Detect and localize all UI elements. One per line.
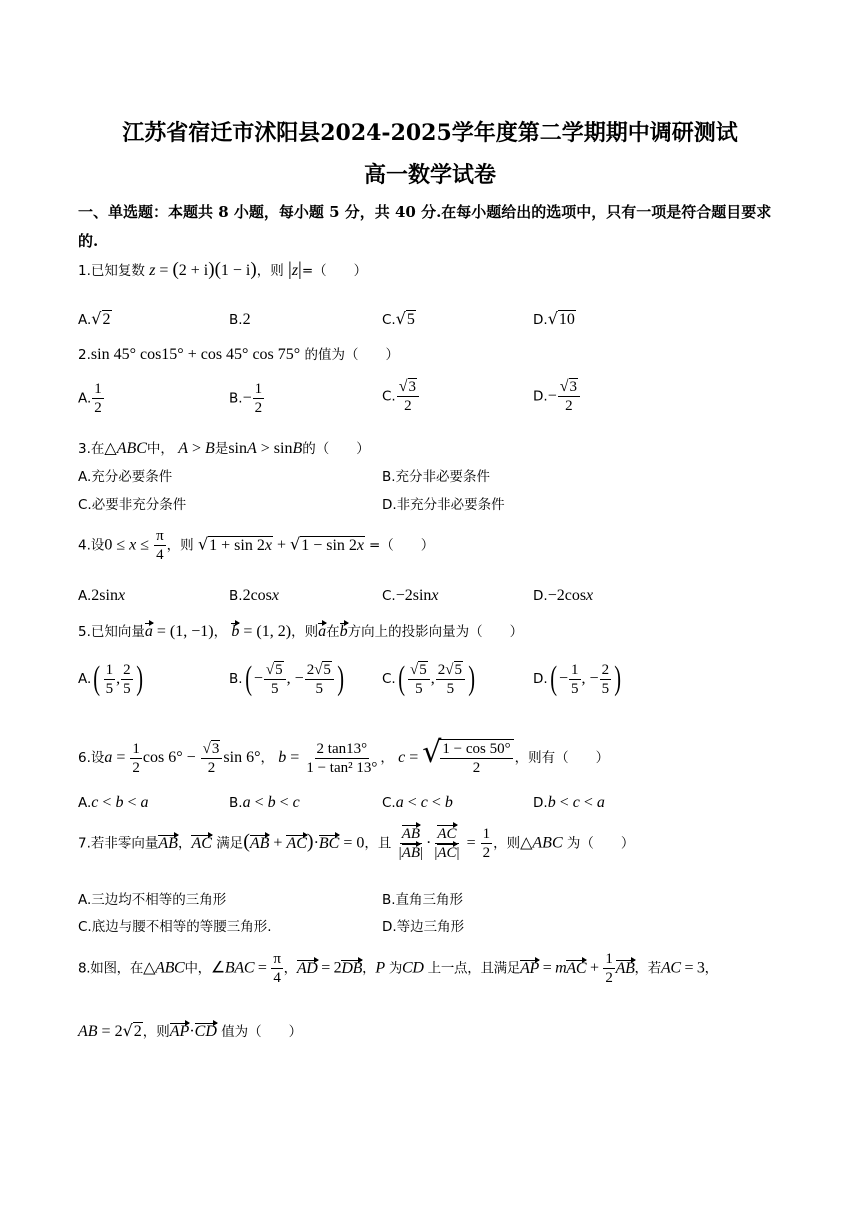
question-8: 8.如图，在△ABC中，∠BAC = $\frac{\pi}{4}$ ，AD = 2DB，P 为CD 上一点，且满足AP = mAC + $\frac{1}{2}$ AB，若AC = 3，: [78, 951, 718, 986]
q6-option-a: A.c < b < a: [78, 794, 149, 811]
q1-label: 1.已知复数: [78, 263, 145, 279]
q6-option-b: B.a < b < c: [229, 794, 300, 811]
q2-option-c: C. $\frac{√3}{2}$: [382, 378, 420, 415]
exam-title: 江苏省宿迁市沭阳县2024-2025学年度第二学期期中调研测试: [122, 120, 738, 146]
q1-option-c: C.√5: [382, 309, 415, 328]
q2-option-a: A. $\frac{1}{2}$: [78, 381, 102, 416]
question-4: 4.设0 ≤ x ≤ $\frac{\pi}{4}$ ，则 √1 + sin 2x + √1 − sin 2x =（ ）: [78, 528, 435, 563]
question-6: 6.设a = $\frac{1}{2}$ cos 6° − $\frac{√3}{2}$ sin 6°， b = $\frac{2 \tan 13^\circ}{\text{1 − tan² 13°}}$ ， c = √ $\frac{1 - \cos 50^\circ}{2}$ ，则有（ ）: [78, 735, 610, 776]
q3-option-a: A.充分必要条件: [78, 469, 173, 485]
q2-end: 的值为（ ）: [304, 347, 399, 363]
section-heading: 一、单选题：本题共 8 小题，每小题 5 分，共 40 分.在每小题给出的选项中，只有一项是符合题目要求的.: [78, 203, 772, 250]
exam-subtitle: 高一数学试卷: [363, 162, 496, 188]
q2-option-d: D.− $\frac{√3}{2}$: [533, 378, 581, 415]
q1-option-b: B.2: [229, 311, 251, 328]
question-5: 5.已知向量a = (1, −1)， b = (1, 2)，则a在b方向上的投影向量为（ ）: [78, 623, 524, 640]
q1-mid: ，则: [256, 263, 284, 279]
q7-option-b: B.直角三角形: [382, 892, 464, 908]
q5-option-c: C.( $\frac{√5}{5}$ , $\frac{2√5}{5}$ ): [382, 660, 476, 697]
q1-option-d: D.√10: [533, 309, 575, 328]
q1-end: =（ ）: [301, 263, 368, 279]
question-1: 1.已知复数 z = (2 + i)(1 − i)，则 |z|=（ ）: [78, 259, 368, 280]
q4-option-c: C.−2sinx: [382, 587, 439, 604]
q3-option-d: D.非充分非必要条件: [382, 497, 505, 513]
q5-option-a: A.( $\frac{1}{5}$ , $\frac{2}{5}$ ): [78, 660, 143, 697]
q3-option-b: B.充分非必要条件: [382, 469, 491, 485]
q7-option-c: C.底边与腰不相等的等腰三角形.: [78, 919, 272, 935]
question-2: 2.sin 45° cos15° + cos 45° cos 75° 的值为（ ）: [78, 346, 399, 363]
question-8-cont: AB = 2√2，则AP·CD 值为（ ）: [78, 1021, 303, 1040]
q5-option-b: B.( − $\frac{√5}{5}$ , − $\frac{2√5}{5}$ ): [229, 660, 344, 697]
q4-option-a: A.2sinx: [78, 587, 126, 604]
q7-option-d: D.等边三角形: [382, 919, 465, 935]
q4-option-d: D.−2cosx: [533, 587, 594, 604]
question-3: 3.在△ABC中， A > B是sinA > sinB的（ ）: [78, 440, 370, 457]
question-7: 7.若非零向量AB，AC 满足(AB + AC)·BC = 0，且 $\frac{AB}{|AB|}$ · $\frac{AC}{|AC|}$ = $\frac{1}{2}$ ，则△ABC 为（ ）: [78, 826, 635, 861]
q7-option-a: A.三边均不相等的三角形: [78, 892, 227, 908]
q3-option-c: C.必要非充分条件: [78, 497, 187, 513]
q1-option-a: A.√2: [78, 309, 111, 328]
q6-option-c: C.a < c < b: [382, 794, 453, 811]
q2-option-b: B.− $\frac{1}{2}$: [229, 381, 263, 416]
q6-option-d: D.b < c < a: [533, 794, 605, 811]
q4-option-b: B.2cosx: [229, 587, 279, 604]
q5-option-d: D.( − $\frac{1}{5}$ , − $\frac{2}{5}$ ): [533, 660, 622, 697]
